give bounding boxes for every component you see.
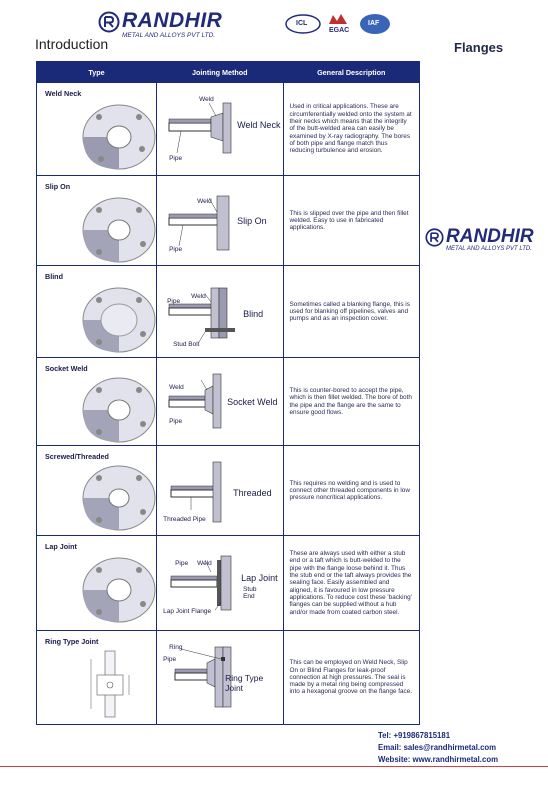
table-row xyxy=(37,266,420,358)
col-header-jointing: Jointing Method xyxy=(157,62,283,83)
diagram-label-pipe: Pipe xyxy=(167,298,181,305)
table-row xyxy=(37,536,420,631)
table-row xyxy=(37,83,420,176)
diagram-title: Threaded xyxy=(233,488,272,498)
diagram-label-stud-bolt: Stud Bolt xyxy=(173,341,200,348)
flange-type: Ring Type Joint xyxy=(45,637,99,646)
diagram-title: Slip On xyxy=(237,216,267,226)
diagram-label-lap-joint-flange: Lap Joint Flange xyxy=(163,608,212,615)
flange-description: Sometimes called a blanking flange, this is used for blanking off pipelines, valves and pumps and as an inspection cover. xyxy=(283,266,420,358)
brand-name: RANDHIR xyxy=(446,226,534,247)
section-label: Introduction xyxy=(35,36,109,52)
contact-block xyxy=(378,730,498,766)
cert-iaf: IAF xyxy=(368,20,380,27)
blind-flange-image xyxy=(77,282,157,354)
contact-email: Email: sales@randhirmetal.com xyxy=(378,743,497,752)
page-title: Flanges xyxy=(454,40,504,55)
brand-subtitle: METAL AND ALLOYS PVT LTD. xyxy=(446,246,532,252)
diagram-label-weld: Weld xyxy=(197,560,212,567)
flange-type: Blind xyxy=(45,272,63,281)
diagram-label-ring: Ring xyxy=(169,644,183,651)
col-header-description: General Description xyxy=(283,62,420,83)
brand-subtitle: METAL AND ALLOYS PVT LTD. xyxy=(122,32,216,39)
flange-type: Weld Neck xyxy=(45,89,82,98)
table-row xyxy=(37,631,420,725)
flange-type: Slip On xyxy=(45,182,71,191)
brand-logo-side xyxy=(425,226,548,256)
flange-description: This is slipped over the pipe and then fillet welded. Easy to use in fabricated applications. xyxy=(283,176,420,266)
diagram-title: Ring Type Joint xyxy=(225,673,264,693)
cert-icl: ICL xyxy=(296,20,308,27)
flange-description: This can be employed on Weld Neck, Slip On or Blind Flanges for leak-proof connection at high pressures. The seal is made by a metal ring being compressed into a hexagonal groove on the flange face. xyxy=(283,631,420,725)
flange-type: Socket Weld xyxy=(45,364,88,373)
slip-on-flange-image xyxy=(77,192,157,264)
weld-neck-flange-image xyxy=(77,99,157,171)
diagram-label-pipe: Pipe xyxy=(169,155,183,162)
flange-description: This requires no welding and is used to connect other threaded components in low pressure noncritical applications. xyxy=(283,446,420,536)
diagram-label-pipe: Pipe xyxy=(169,246,183,253)
threaded-flange-image xyxy=(77,462,157,532)
diagram-label-pipe: Pipe xyxy=(175,560,189,567)
col-header-type: Type xyxy=(37,62,157,83)
diagram-label-pipe: Pipe xyxy=(169,418,183,425)
brand-logo-top xyxy=(98,9,248,45)
flange-type: Screwed/Threaded xyxy=(45,452,109,461)
certification-logos xyxy=(285,10,395,40)
egac-cert-icon xyxy=(327,12,349,26)
diagram-label-weld: Weld xyxy=(191,293,206,300)
flange-description: This is counter-bored to accept the pipe, which is then fillet welded. The bore of both the pipe and the flange are the same to ensure good flows. xyxy=(283,358,420,446)
brand-name: RANDHIR xyxy=(122,9,223,32)
flange-description: These are always used with either a stub end or a taft which is butt-welded to the pipe with the flange loose behind it. Thus the stub end or the taft always provides the sealing face. Easily assembled and aligned, it is favoured in low pressure applications. To reduce cost these 'backing' flanges can be supplied without a hub and/or made from coated carbon steel. xyxy=(283,536,420,631)
socket-weld-flange-image xyxy=(77,374,157,444)
contact-tel: Tel: +919867815181 xyxy=(378,731,451,740)
footer-divider xyxy=(0,766,548,767)
table-row xyxy=(37,446,420,536)
blind-diagram xyxy=(161,272,285,352)
contact-website: Website: www.randhirmetal.com xyxy=(378,755,499,764)
r-logo-icon xyxy=(425,228,444,247)
table-header-row xyxy=(37,62,420,83)
r-logo-icon xyxy=(98,11,120,33)
ring-type-joint-drawing xyxy=(83,649,143,721)
diagram-title: Weld Neck xyxy=(237,120,281,130)
diagram-label-weld: Weld xyxy=(197,198,212,205)
diagram-label-stub: Stub xyxy=(243,586,257,593)
flange-types-table xyxy=(36,61,420,725)
diagram-title: Blind xyxy=(243,309,264,319)
diagram-label-weld: Weld xyxy=(199,96,214,103)
diagram-label-pipe: Pipe xyxy=(163,656,177,663)
cert-egac: EGAC xyxy=(329,27,350,34)
table-row xyxy=(37,176,420,266)
diagram-title: Lap Joint xyxy=(241,573,278,583)
flange-type: Lap Joint xyxy=(45,542,77,551)
diagram-label-end: End xyxy=(243,593,255,600)
table-row xyxy=(37,358,420,446)
diagram-label-threaded-pipe: Threaded Pipe xyxy=(163,516,206,523)
diagram-label-weld: Weld xyxy=(169,384,184,391)
flange-description: Used in critical applications. These are circumferentially welded onto the system at their necks which means that the integrity of the butt-welded area can easily be examined by X-ray radiography. The bores of both pipe and flange match thus reducing turbulence and erosion. xyxy=(283,83,420,176)
diagram-title: Socket Weld xyxy=(227,397,278,407)
lap-joint-flange-image xyxy=(77,552,157,624)
